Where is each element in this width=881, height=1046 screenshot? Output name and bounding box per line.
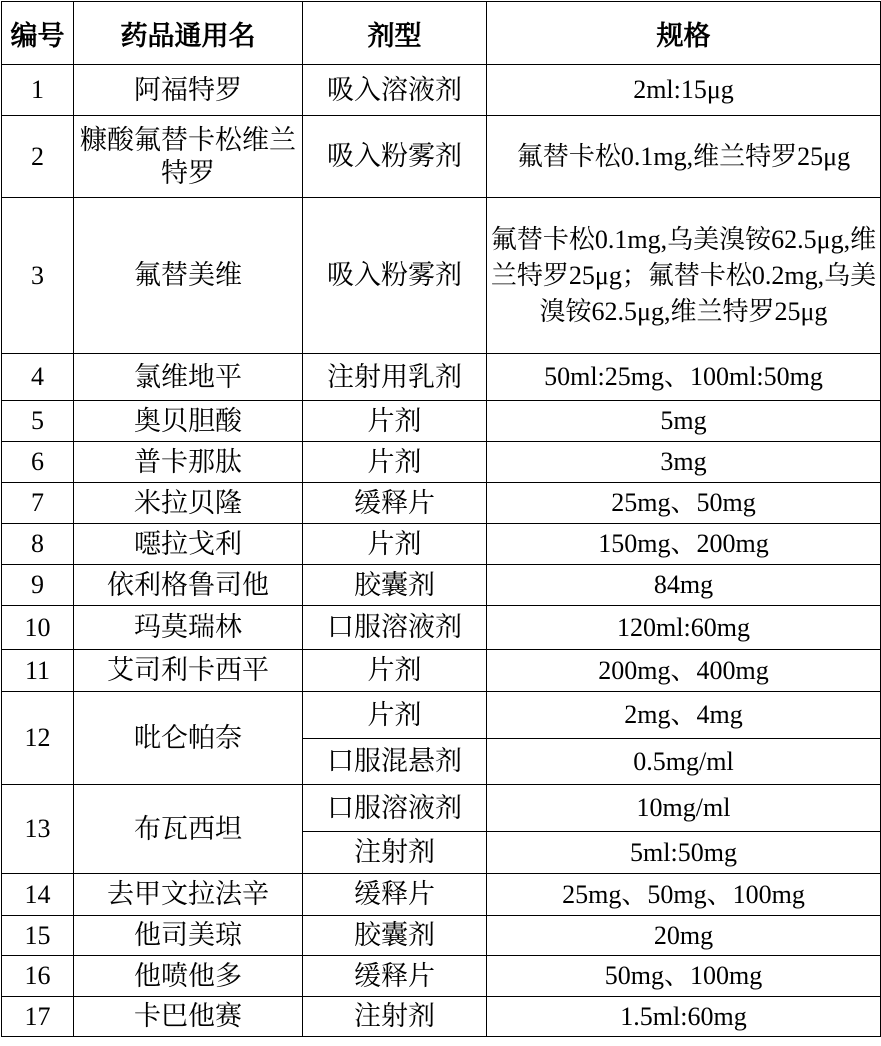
drug-name: 他司美琼: [74, 916, 303, 956]
specification: 50ml:25mg、100ml:50mg: [487, 354, 881, 401]
drug-name: 他喷他多: [74, 956, 303, 997]
specification: 氟替卡松0.1mg,维兰特罗25μg: [487, 116, 881, 198]
specification: 84mg: [487, 565, 881, 606]
table-row: [2, 606, 881, 650]
specification: 10mg/ml: [487, 785, 881, 832]
row-number: 1: [2, 65, 74, 116]
specification: 0.5mg/ml: [487, 739, 881, 785]
header-row: [2, 2, 881, 65]
row-number: 16: [2, 956, 74, 997]
specification: 5mg: [487, 401, 881, 442]
dosage-form: 片剂: [303, 442, 487, 483]
table-row: [2, 874, 881, 916]
row-number: 5: [2, 401, 74, 442]
header-dosage-form: 剂型: [303, 2, 487, 65]
table-row: [2, 65, 881, 116]
dosage-form: 缓释片: [303, 956, 487, 997]
drug-name: 氟替美维: [74, 198, 303, 354]
header-drug-name: 药品通用名: [74, 2, 303, 65]
drug-name: 普卡那肽: [74, 442, 303, 483]
dosage-form: 片剂: [303, 401, 487, 442]
row-number: 8: [2, 524, 74, 565]
table-row: [2, 565, 881, 606]
drug-table: [1, 1, 881, 1037]
drug-name: 噁拉戈利: [74, 524, 303, 565]
drug-name: 玛莫瑞林: [74, 606, 303, 650]
dosage-form: 片剂: [303, 650, 487, 692]
dosage-form: 吸入粉雾剂: [303, 198, 487, 354]
specification: 150mg、200mg: [487, 524, 881, 565]
drug-name: 依利格鲁司他: [74, 565, 303, 606]
specification: 20mg: [487, 916, 881, 956]
table-row: [2, 401, 881, 442]
dosage-form: 口服溶液剂: [303, 606, 487, 650]
specification: 25mg、50mg、100mg: [487, 874, 881, 916]
row-number: 2: [2, 116, 74, 198]
specification: 5ml:50mg: [487, 832, 881, 874]
specification: 2ml:15μg: [487, 65, 881, 116]
dosage-form: 注射剂: [303, 997, 487, 1037]
dosage-form: 注射剂: [303, 832, 487, 874]
specification: 120ml:60mg: [487, 606, 881, 650]
specification: 25mg、50mg: [487, 483, 881, 524]
table-row: [2, 997, 881, 1037]
dosage-form: 胶囊剂: [303, 565, 487, 606]
drug-name: 卡巴他赛: [74, 997, 303, 1037]
header-number: 编号: [2, 2, 74, 65]
row-number: 13: [2, 785, 74, 874]
table-row: [2, 524, 881, 565]
dosage-form: 缓释片: [303, 874, 487, 916]
dosage-form: 胶囊剂: [303, 916, 487, 956]
specification: 2mg、4mg: [487, 692, 881, 739]
dosage-form: 片剂: [303, 692, 487, 739]
row-number: 9: [2, 565, 74, 606]
table-body: [2, 65, 881, 1037]
table-row: [2, 956, 881, 997]
row-number: 4: [2, 354, 74, 401]
dosage-form: 注射用乳剂: [303, 354, 487, 401]
table-row: [2, 483, 881, 524]
specification: 50mg、100mg: [487, 956, 881, 997]
dosage-form: 吸入溶液剂: [303, 65, 487, 116]
table-row: [2, 785, 881, 832]
row-number: 11: [2, 650, 74, 692]
row-number: 3: [2, 198, 74, 354]
dosage-form: 片剂: [303, 524, 487, 565]
table-row: [2, 692, 881, 739]
drug-name: 布瓦西坦: [74, 785, 303, 874]
dosage-form: 缓释片: [303, 483, 487, 524]
row-number: 17: [2, 997, 74, 1037]
specification: 200mg、400mg: [487, 650, 881, 692]
specification: 1.5ml:60mg: [487, 997, 881, 1037]
table-row: [2, 442, 881, 483]
header-specification: 规格: [487, 2, 881, 65]
table-row: [2, 916, 881, 956]
specification: 氟替卡松0.1mg,乌美溴铵62.5μg,维兰特罗25μg；氟替卡松0.2mg,乌美溴铵62.5μg,维兰特罗25μg: [487, 198, 881, 354]
drug-name: 米拉贝隆: [74, 483, 303, 524]
table-row: [2, 354, 881, 401]
drug-name: 去甲文拉法辛: [74, 874, 303, 916]
dosage-form: 口服溶液剂: [303, 785, 487, 832]
row-number: 12: [2, 692, 74, 785]
row-number: 15: [2, 916, 74, 956]
row-number: 7: [2, 483, 74, 524]
dosage-form: 吸入粉雾剂: [303, 116, 487, 198]
row-number: 6: [2, 442, 74, 483]
drug-name: 氯维地平: [74, 354, 303, 401]
drug-name: 阿福特罗: [74, 65, 303, 116]
drug-name: 吡仑帕奈: [74, 692, 303, 785]
table-row: [2, 198, 881, 354]
drug-name: 奥贝胆酸: [74, 401, 303, 442]
table-row: [2, 116, 881, 198]
drug-name: 糠酸氟替卡松维兰特罗: [74, 116, 303, 198]
specification: 3mg: [487, 442, 881, 483]
dosage-form: 口服混悬剂: [303, 739, 487, 785]
row-number: 14: [2, 874, 74, 916]
drug-name: 艾司利卡西平: [74, 650, 303, 692]
row-number: 10: [2, 606, 74, 650]
table-row: [2, 650, 881, 692]
